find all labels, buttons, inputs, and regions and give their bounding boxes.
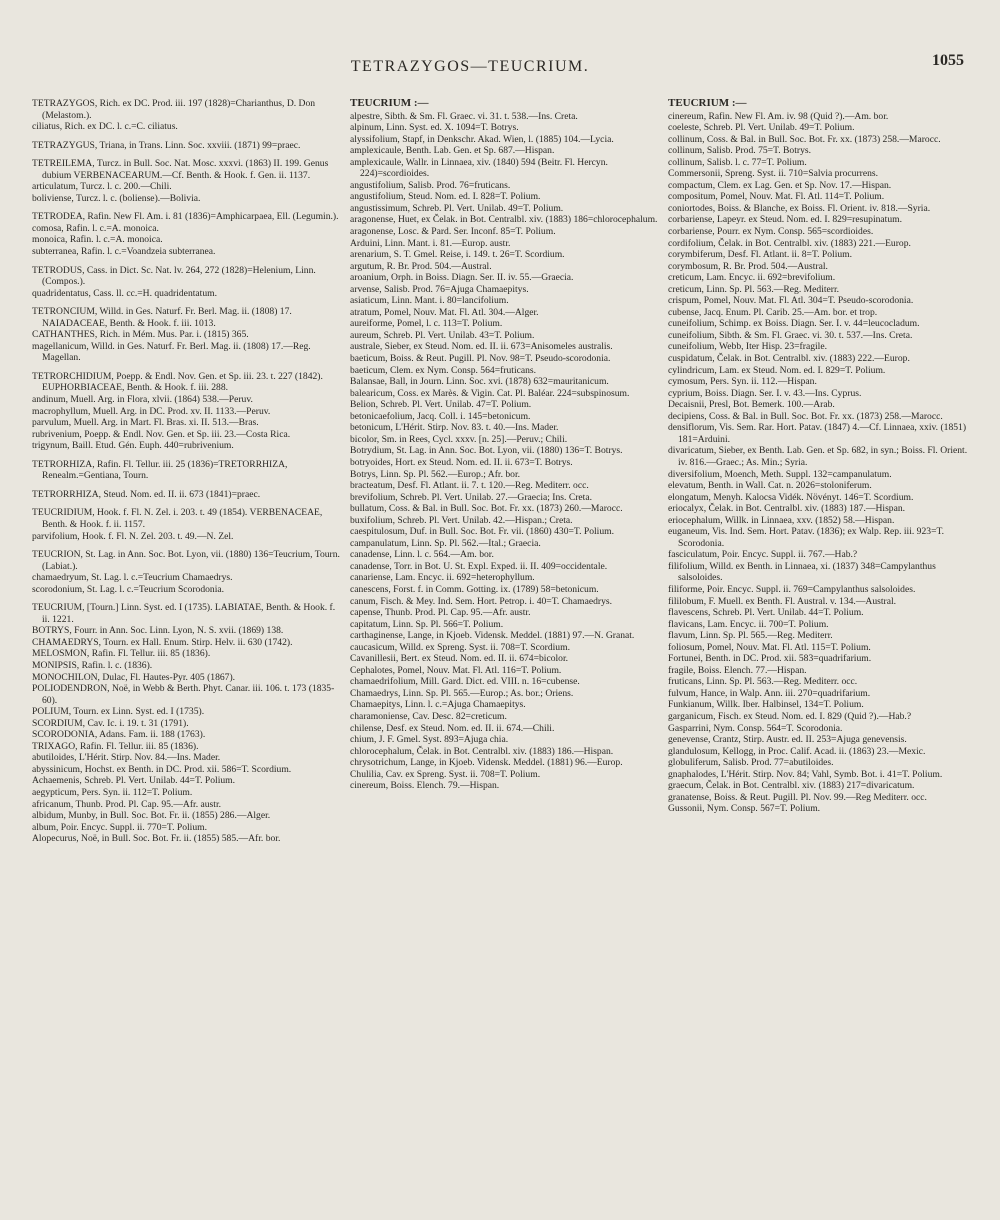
index-entry: botryoides, Hort. ex Steud. Nom. ed. II. ii. 673=T. Botrys. [350,456,573,468]
index-entry: articulatum, Turcz. l. c. 200.—Chili. [32,181,172,193]
index-entry: collinum, Salisb. Prod. 75=T. Botrys. [668,145,812,157]
index-entry: macrophyllum, Muell. Arg. in DC. Prod. xv. II. 1133.—Peruv. [32,405,271,417]
index-entry: magellanicum, Willd. in Ges. Naturf. Fr. Berl. Mag. ii. (1808) 17.—Reg. Magellan. [32,340,311,364]
index-entry: TETRORCHIDIUM, Poepp. & Endl. Nov. Gen. et Sp. iii. 23. t. 227 (1842). EUPHORBIACEAE, Benth. & Hook. f. iii. 288. [32,370,323,394]
index-entry: comosa, Rafin. l. c.=A. monoica. [32,222,159,234]
index-entry: canum, Fisch. & Mey. Ind. Sem. Hort. Petrop. i. 40=T. Chamaedrys. [350,595,613,607]
index-entry: corbariense, Lapeyr. ex Steud. Nom. ed. I. 829=resupinatum. [668,214,902,226]
index-entry: arvense, Salisb. Prod. 76=Ajuga Chamaepitys. [350,283,529,295]
index-entry: CHAMAEDRYS, Tourn. ex Hall. Enum. Stirp. Helv. ii. 630 (1742). [32,636,293,648]
index-entry: fililobum, F. Muell. ex Benth. Fl. Austral. v. 134.—Austral. [668,595,897,607]
index-entry: TETRAZYGOS, Rich. ex DC. Prod. iii. 197 (1828)=Charianthus, D. Don (Melastom.). [32,98,316,121]
index-entry: TETRAZYGUS, Triana, in Trans. Linn. Soc. xxviii. (1871) 99=praec. [32,139,301,151]
index-entry: angustissimum, Schreb. Pl. Vert. Unilab. 49=T. Polium. [350,202,564,214]
index-entry: angustifolium, Salisb. Prod. 76=fruticans. [350,179,511,191]
index-entry: asiaticum, Linn. Mant. i. 80=lancifolium. [350,295,509,307]
index-entry: Chamaepitys, Linn. l. c.=Ajuga Chamaepitys. [350,699,526,711]
index-entry: foliosum, Pomel, Nouv. Mat. Fl. Atl. 115=T. Polium. [668,641,871,653]
index-entry: genevense, Crantz, Stirp. Austr. ed. II. 253=Ajuga genevensis. [668,734,907,746]
index-entry: cuspidatum, Čelak. in Bot. Centralbl. xiv. (1883) 222.—Europ. [668,353,910,365]
index-entry: eriocalyx, Čelak. in Bot. Centralbl. xiv. (1883) 187.—Hispan. [668,503,906,515]
index-entry: aragonense, Losc. & Pard. Ser. Inconf. 85=T. Polium. [350,226,556,238]
index-entry: ciliatus, Rich. ex DC. l. c.=C. ciliatus. [32,121,178,133]
index-entry: creticum, Lam. Encyc. ii. 692=brevifolium. [668,272,836,284]
index-entry: TETRORHIZA, Rafin. Fl. Tellur. iii. 25 (1836)=TRETORRHIZA, Renealm.=Gentiana, Tourn. [32,458,288,482]
index-entry: creticum, Linn. Sp. Pl. 563.—Reg. Mediterr. [668,283,840,295]
index-entry: canadense, Linn. l. c. 564.—Am. bor. [350,549,494,561]
index-entry: campanulatum, Linn. Sp. Pl. 562.—Ital.; Graecia. [350,537,541,549]
index-entry: flavicans, Lam. Encyc. ii. 700=T. Polium. [668,618,829,630]
index-entry: monoica, Rafin. l. c.=A. monoica. [32,234,163,246]
index-entry: Commersonii, Spreng. Syst. ii. 710=Salvia procurrens. [668,168,879,180]
index-entry: parvulum, Muell. Arg. in Mart. Fl. Bras. xi. II. 513.—Bras. [32,417,259,429]
index-entry: cuneifolium, Schimp. ex Boiss. Diagn. Ser. I. v. 44=leucocladum. [668,318,920,330]
index-entry: collinum, Coss. & Bal. in Bull. Soc. Bot. Fr. xx. (1873) 258.—Marocc. [668,133,941,145]
index-entry: Decaisnii, Presl, Bot. Bemerk. 100.—Arab. [668,399,835,411]
index-entry: canescens, Forst. f. in Comm. Gotting. ix. (1789) 58=betonicum. [350,583,599,595]
index-entry: Gasparrini, Nym. Consp. 564=T. Scorodonia. [668,722,843,734]
index-entry: abutiloides, L'Hérit. Stirp. Nov. 84.—Ins. Mader. [32,752,221,764]
index-entry: flavum, Linn. Sp. Pl. 565.—Reg. Mediterr. [668,630,833,642]
index-entry: amplexicaule, Benth. Lab. Gen. et Sp. 687.—Hispan. [350,145,555,157]
text-columns [32,98,976,1213]
index-entry: collinum, Salisb. l. c. 77=T. Polium. [668,156,807,168]
index-entry: Funkianum, Willk. Iber. Halbinsel, 134=T. Polium. [668,699,864,711]
index-entry: angustifolium, Steud. Nom. ed. I. 828=T. Polium. [350,191,541,203]
index-entry: bicolor, Sm. in Rees, Cycl. xxxv. [n. 25].—Peruv.; Chili. [350,433,568,445]
index-entry: fruticans, Linn. Sp. Pl. 563.—Reg. Mediterr. occ. [668,676,858,688]
index-entry: gnaphalodes, L'Hérit. Stirp. Nov. 84; Vahl, Symb. Bot. i. 41=T. Polium. [668,768,943,780]
index-entry: argutum, R. Br. Prod. 504.—Austral. [350,260,492,272]
index-entry: buxifolium, Schreb. Pl. Vert. Unilab. 42.—Hispan.; Creta. [350,514,573,526]
index-entry: cuneifolium, Sibth. & Sm. Fl. Graec. vi. 30. t. 537.—Ins. Creta. [668,329,913,341]
index-entry: balearicum, Coss. ex Marès. & Vigin. Cat. Pl. Baléar. 224=subspinosum. [350,387,630,399]
index-entry: chilense, Desf. ex Steud. Nom. ed. II. ii. 674.—Chili. [350,722,555,734]
index-entry: Belion, Schreb. Pl. Vert. Unilab. 47=T. Polium. [350,399,532,411]
index-entry: corbariense, Pourr. ex Nym. Consp. 565=scordioides. [668,226,874,238]
index-entry: TETRODUS, Cass. in Dict. Sc. Nat. lv. 264, 272 (1828)=Helenium, Linn. (Compos.). [32,264,316,288]
index-entry: aureiforme, Pomel, l. c. 113=T. Polium. [350,318,503,330]
index-entry: Alopecurus, Noë, in Bull. Soc. Bot. Fr. ii. (1855) 585.—Afr. bor. [32,833,281,845]
index-entry: cinereum, Rafin. New Fl. Am. iv. 98 (Quid ?).—Am. bor. [668,110,889,122]
index-entry: caespitulosum, Duf. in Bull. Soc. Bot. Fr. vii. (1860) 430=T. Polium. [350,526,614,538]
index-entry: album, Poir. Encyc. Suppl. ii. 770=T. Polium. [32,821,207,833]
index-entry: cylindricum, Lam. ex Steud. Nom. ed. I. 829=T. Polium. [668,364,886,376]
index-entry: coniortodes, Boiss. & Blanche, ex Boiss. Fl. Orient. iv. 818.—Syria. [668,202,931,214]
index-entry: coeleste, Schreb. Pl. Vert. Unilab. 49=T. Polium. [668,122,855,134]
index-entry: corymbosum, R. Br. Prod. 504.—Austral. [668,260,828,272]
index-entry: chlorocephalum, Čelak. in Bot. Centralbl. xiv. (1883) 186.—Hispan. [350,745,614,757]
index-entry: cordifolium, Čelak. in Bot. Centralbl. xiv. (1883) 221.—Europ. [668,237,911,249]
index-entry: TEUCRIUM, [Tourn.] Linn. Syst. ed. I (1735). LABIATAE, Benth. & Hook. f. ii. 1221. [32,602,336,625]
index-entry: chrysotrichum, Lange, in Kjoeb. Vidensk. Meddel. (1881) 96.—Europ. [350,757,623,769]
index-entry: charamoniense, Cav. Desc. 82=creticum. [350,710,507,722]
index-entry: fulvum, Hance, in Walp. Ann. iii. 270=quadrifarium. [668,687,871,699]
index-entry: quadridentatus, Cass. ll. cc.=H. quadridentatum. [32,287,217,299]
column-3 [668,98,976,1213]
index-entry: TRIXAGO, Rafin. Fl. Tellur. iii. 85 (1836). [32,740,199,752]
index-entry: TETRORRHIZA, Steud. Nom. ed. II. ii. 673 (1841)=praec. [32,488,261,500]
index-entry: betonicum, L'Hérit. Stirp. Nov. 83. t. 40.—Ins. Mader. [350,422,559,434]
index-entry: glandulosum, Kellogg, in Proc. Calif. Acad. ii. (1863) 23.—Mexic. [668,745,926,757]
index-entry: diversifolium, Moench, Meth. Suppl. 132=campanulatum. [668,468,892,480]
index-entry: brevifolium, Schreb. Pl. Vert. Unilab. 27.—Graecia; Ins. Creta. [350,491,593,503]
index-entry: capense, Thunb. Prod. Pl. Cap. 95.—Afr. austr. [350,607,531,619]
index-entry: carthaginense, Lange, in Kjoeb. Vidensk. Meddel. (1881) 97.—N. Granat. [350,630,635,642]
index-entry: subterranea, Rafin. l. c.=Voandzeia subterranea. [32,246,216,258]
index-entry: aragonense, Huet, ex Čelak. in Bot. Centralbl. xiv. (1883) 186=chlorocephalum. [350,214,658,226]
index-entry: baeticum, Clem. ex Nym. Consp. 564=fruticans. [350,364,537,376]
index-entry: Arduini, Linn. Mant. i. 81.—Europ. austr. [350,237,511,249]
index-entry: fasciculatum, Poir. Encyc. Suppl. ii. 767.—Hab.? [668,549,858,561]
index-entry: fragile, Boiss. Elench. 77.—Hispan. [668,664,807,676]
index-entry: chium, J. F. Gmel. Syst. 893=Ajuga chia. [350,734,509,746]
index-entry: cuneifolium, Webb, Iter Hisp. 23=fragile. [668,341,827,353]
index-entry: elongatum, Menyh. Kalocsa Vidék. Növényt. 146=T. Scordium. [668,491,914,503]
index-entry: eriocephalum, Willk. in Linnaea, xxv. (1852) 58.—Hispan. [668,514,895,526]
index-entry: aegypticum, Pers. Syn. ii. 112=T. Polium. [32,786,193,798]
index-entry: boliviense, Turcz. l. c. (boliense).—Bolivia. [32,192,201,204]
index-entry: Chulilia, Cav. ex Spreng. Syst. ii. 708=T. Polium. [350,768,541,780]
index-entry: crispum, Pomel, Nouv. Mat. Fl. Atl. 304=T. Pseudo-scorodonia. [668,295,914,307]
index-entry: parvifolium, Hook. f. Fl. N. Zel. 203. t. 49.—N. Zel. [32,530,234,542]
index-entry: betonicaefolium, Jacq. Coll. i. 145=betonicum. [350,410,531,422]
index-entry: Balansae, Ball, in Journ. Linn. Soc. xvi. (1878) 632=mauritanicum. [350,376,609,388]
index-entry: SCORDIUM, Cav. Ic. i. 19. t. 31 (1791). [32,717,189,729]
index-entry: Botrydium, St. Lag. in Ann. Soc. Bot. Lyon, vii. (1880) 136=T. Botrys. [350,445,623,457]
index-entry: elevatum, Benth. in Wall. Cat. n. 2026=stoloniferum. [668,480,872,492]
index-entry: arenarium, S. T. Gmel. Reise, i. 149. t. 26=T. Scordium. [350,249,565,261]
index-entry: euganeum, Vis. Ind. Sem. Hort. Patav. (1836); ex Walp. Rep. iii. 923=T. Scorodonia. [668,526,945,549]
index-entry: densiflorum, Vis. Sem. Rar. Hort. Patav. (1847) 4.—Cf. Linnaea, xxiv. (1851) 181=Arduini. [668,422,967,445]
index-entry: australe, Sieber, ex Steud. Nom. ed. II. ii. 673=Anisomeles australis. [350,341,613,353]
column-1 [32,98,340,1213]
index-entry: TETREILEMA, Turcz. in Bull. Soc. Nat. Mosc. xxxvi. (1863) II. 199. Genus dubium VERBENACEARUM.—Cf. Benth. & Hook. f. Gen. ii. 1137. [32,158,329,181]
index-entry: Cephalotes, Pomel, Nouv. Mat. Fl. Atl. 116=T. Polium. [350,664,562,676]
index-entry: graecum, Čelak. in Bot. Centralbl. xiv. (1883) 217=divaricatum. [668,780,915,792]
index-entry: cinereum, Boiss. Elench. 79.—Hispan. [350,780,500,792]
index-entry: TEUCRION, St. Lag. in Ann. Soc. Bot. Lyon, vii. (1880) 136=Teucrium, Tourn. (Labiat.). [32,549,340,572]
index-entry: decipiens, Coss. & Bal. in Bull. Soc. Bot. Fr. xx. (1873) 258.—Marocc. [668,410,943,422]
index-entry: aroanium, Orph. in Boiss. Diagn. Ser. II. iv. 55.—Graecia. [350,272,574,284]
index-entry: garganicum, Fisch. ex Steud. Nom. ed. I. 829 (Quid ?).—Hab.? [668,710,912,722]
index-entry: baeticum, Boiss. & Reut. Pugill. Pl. Nov. 98=T. Pseudo-scorodonia. [350,353,611,365]
index-entry: cymosum, Pers. Syn. ii. 112.—Hispan. [668,376,817,388]
index-entry: rubrivenium, Poepp. & Endl. Nov. Gen. et Sp. iii. 23.—Costa Rica. [32,428,291,440]
index-entry: filiforme, Poir. Encyc. Suppl. ii. 769=Campylanthus salsoloides. [668,583,916,595]
index-entry: compactum, Clem. ex Lag. Gen. et Sp. Nov. 17.—Hispan. [668,179,892,191]
index-entry: TETRODEA, Rafin. New Fl. Am. i. 81 (1836)=Amphicarpaea, Ell. (Legumin.). [32,211,339,223]
index-entry: compositum, Pomel, Nouv. Mat. Fl. Atl. 114=T. Polium. [668,191,885,203]
index-entry: cubense, Jacq. Enum. Pl. Carib. 25.—Am. bor. et trop. [668,306,878,318]
index-entry: atratum, Pomel, Nouv. Mat. Fl. Atl. 304.—Alger. [350,306,539,318]
index-entry: MONOCHILON, Dulac, Fl. Hautes-Pyr. 405 (1867). [32,671,236,683]
index-entry: Chamaedrys, Linn. Sp. Pl. 565.—Europ.; As. bor.; Oriens. [350,687,574,699]
index-entry: BOTRYS, Fourr. in Ann. Soc. Linn. Lyon, N. S. xvii. (1869) 138. [32,625,284,637]
index-entry: alpestre, Sibth. & Sm. Fl. Graec. vi. 31. t. 538.—Ins. Creta. [350,110,578,122]
index-entry: bullatum, Coss. & Bal. in Bull. Soc. Bot. Fr. xx. (1873) 260.—Marocc. [350,503,623,515]
index-entry: chamaedryum, St. Lag. l. c.=Teucrium Chamaedrys. [32,572,233,584]
index-entry: globuliferum, Salisb. Prod. 77=abutiloides. [668,757,834,769]
index-entry: caucasicum, Willd. ex Spreng. Syst. ii. 708=T. Scordium. [350,641,570,653]
index-entry: filifolium, Willd. ex Benth. in Linnaea, xi. (1837) 348=Campylanthus salsoloides. [668,560,936,584]
index-entry: CATHANTHES, Rich. in Mém. Mus. Par. i. (1815) 365. [32,329,249,341]
page-number: 1055 [932,52,964,69]
index-entry: chamaedrifolium, Mill. Gard. Dict. ed. VIII. n. 16=cubense. [350,676,580,688]
index-entry: MONIPSIS, Rafin. l. c. (1836). [32,659,153,671]
index-entry: trigynum, Baill. Etud. Gén. Euph. 440=rubrivenium. [32,440,234,452]
index-entry: Gussonii, Nym. Consp. 567=T. Polium. [668,803,821,815]
index-entry: Cavanillesii, Bert. ex Steud. Nom. ed. II. ii. 674=bicolor. [350,653,569,665]
index-entry: alpinum, Linn. Syst. ed. X. 1094=T. Botrys. [350,122,519,134]
index-entry: africanum, Thunb. Prod. Pl. Cap. 95.—Afr. austr. [32,798,222,810]
column-heading: TEUCRIUM :— [350,98,429,109]
index-entry: aureum, Schreb. Pl. Vert. Unilab. 43=T. Polium. [350,329,535,341]
index-entry: canariense, Lam. Encyc. ii. 692=heterophyllum. [350,572,535,584]
index-entry: capitatum, Linn. Sp. Pl. 566=T. Polium. [350,618,504,630]
index-entry: Achaemenis, Schreb. Pl. Vert. Unilab. 44=T. Polium. [32,775,236,787]
index-entry: MELOSMON, Rafin. Fl. Tellur. iii. 85 (1836). [32,648,211,660]
index-entry: POLIODENDRON, Noë, in Webb & Berth. Phyt. Canar. iii. 106. t. 173 (1835-60). [32,683,335,706]
index-entry: andinum, Muell. Arg. in Flora, xlvii. (1864) 538.—Peruv. [32,394,253,406]
index-entry: POLIUM, Tourn. ex Linn. Syst. ed. I (1735). [32,706,205,718]
running-title: TETRAZYGOS—TEUCRIUM. [350,58,590,75]
index-entry: corymbiferum, Desf. Fl. Atlant. ii. 8=T. Polium. [668,249,853,261]
index-entry: abyssinicum, Hochst. ex Benth. in DC. Prod. xii. 586=T. Scordium. [32,763,292,775]
index-entry: cyprium, Boiss. Diagn. Ser. I. v. 43.—Ins. Cyprus. [668,387,862,399]
index-entry: Fortunei, Benth. in DC. Prod. xii. 583=quadrifarium. [668,653,872,665]
index-entry: canadense, Torr. in Bot. U. St. Expl. Exped. ii. II. 409=occidentale. [350,560,608,572]
index-entry: alyssifolium, Stapf, in Denkschr. Akad. Wien, l. (1885) 104.—Lycia. [350,133,614,145]
column-2 [350,98,658,1213]
index-entry: granatense, Boiss. & Reut. Pugill. Pl. Nov. 99.—Reg Mediterr. occ. [668,791,927,803]
index-entry: bracteatum, Desf. Fl. Atlant. ii. 7. t. 120.—Reg. Mediterr. occ. [350,480,589,492]
index-entry: albidum, Munby, in Bull. Soc. Bot. Fr. ii. (1855) 286.—Alger. [32,810,271,822]
index-entry: flavescens, Schreb. Pl. Vert. Unilab. 44=T. Polium. [668,607,864,619]
index-entry: divaricatum, Sieber, ex Benth. Lab. Gen. et Sp. 682, in syn.; Boiss. Fl. Orient. iv. 816.—Graec.; As. Min.; Syria. [668,445,968,468]
index-entry: SCORODONIA, Adans. Fam. ii. 188 (1763). [32,729,206,741]
index-entry: Botrys, Linn. Sp. Pl. 562.—Europ.; Afr. bor. [350,468,521,480]
index-entry: amplexicaule, Wallr. in Linnaea, xiv. (1840) 594 (Beitr. Fl. Hercyn. 224)=scordioides. [350,156,608,180]
index-entry: TEUCRIDIUM, Hook. f. Fl. N. Zel. i. 203. t. 49 (1854). VERBENACEAE, Benth. & Hook. f. ii. 1157. [32,507,323,530]
index-entry: scorodonium, St. Lag. l. c.=Teucrium Scorodonia. [32,583,225,595]
index-entry: TETRONCIUM, Willd. in Ges. Naturf. Fr. Berl. Mag. ii. (1808) 17. NAIADACEAE, Benth. & Hook. f. iii. 1013. [32,306,292,329]
column-heading: TEUCRIUM :— [668,98,747,109]
